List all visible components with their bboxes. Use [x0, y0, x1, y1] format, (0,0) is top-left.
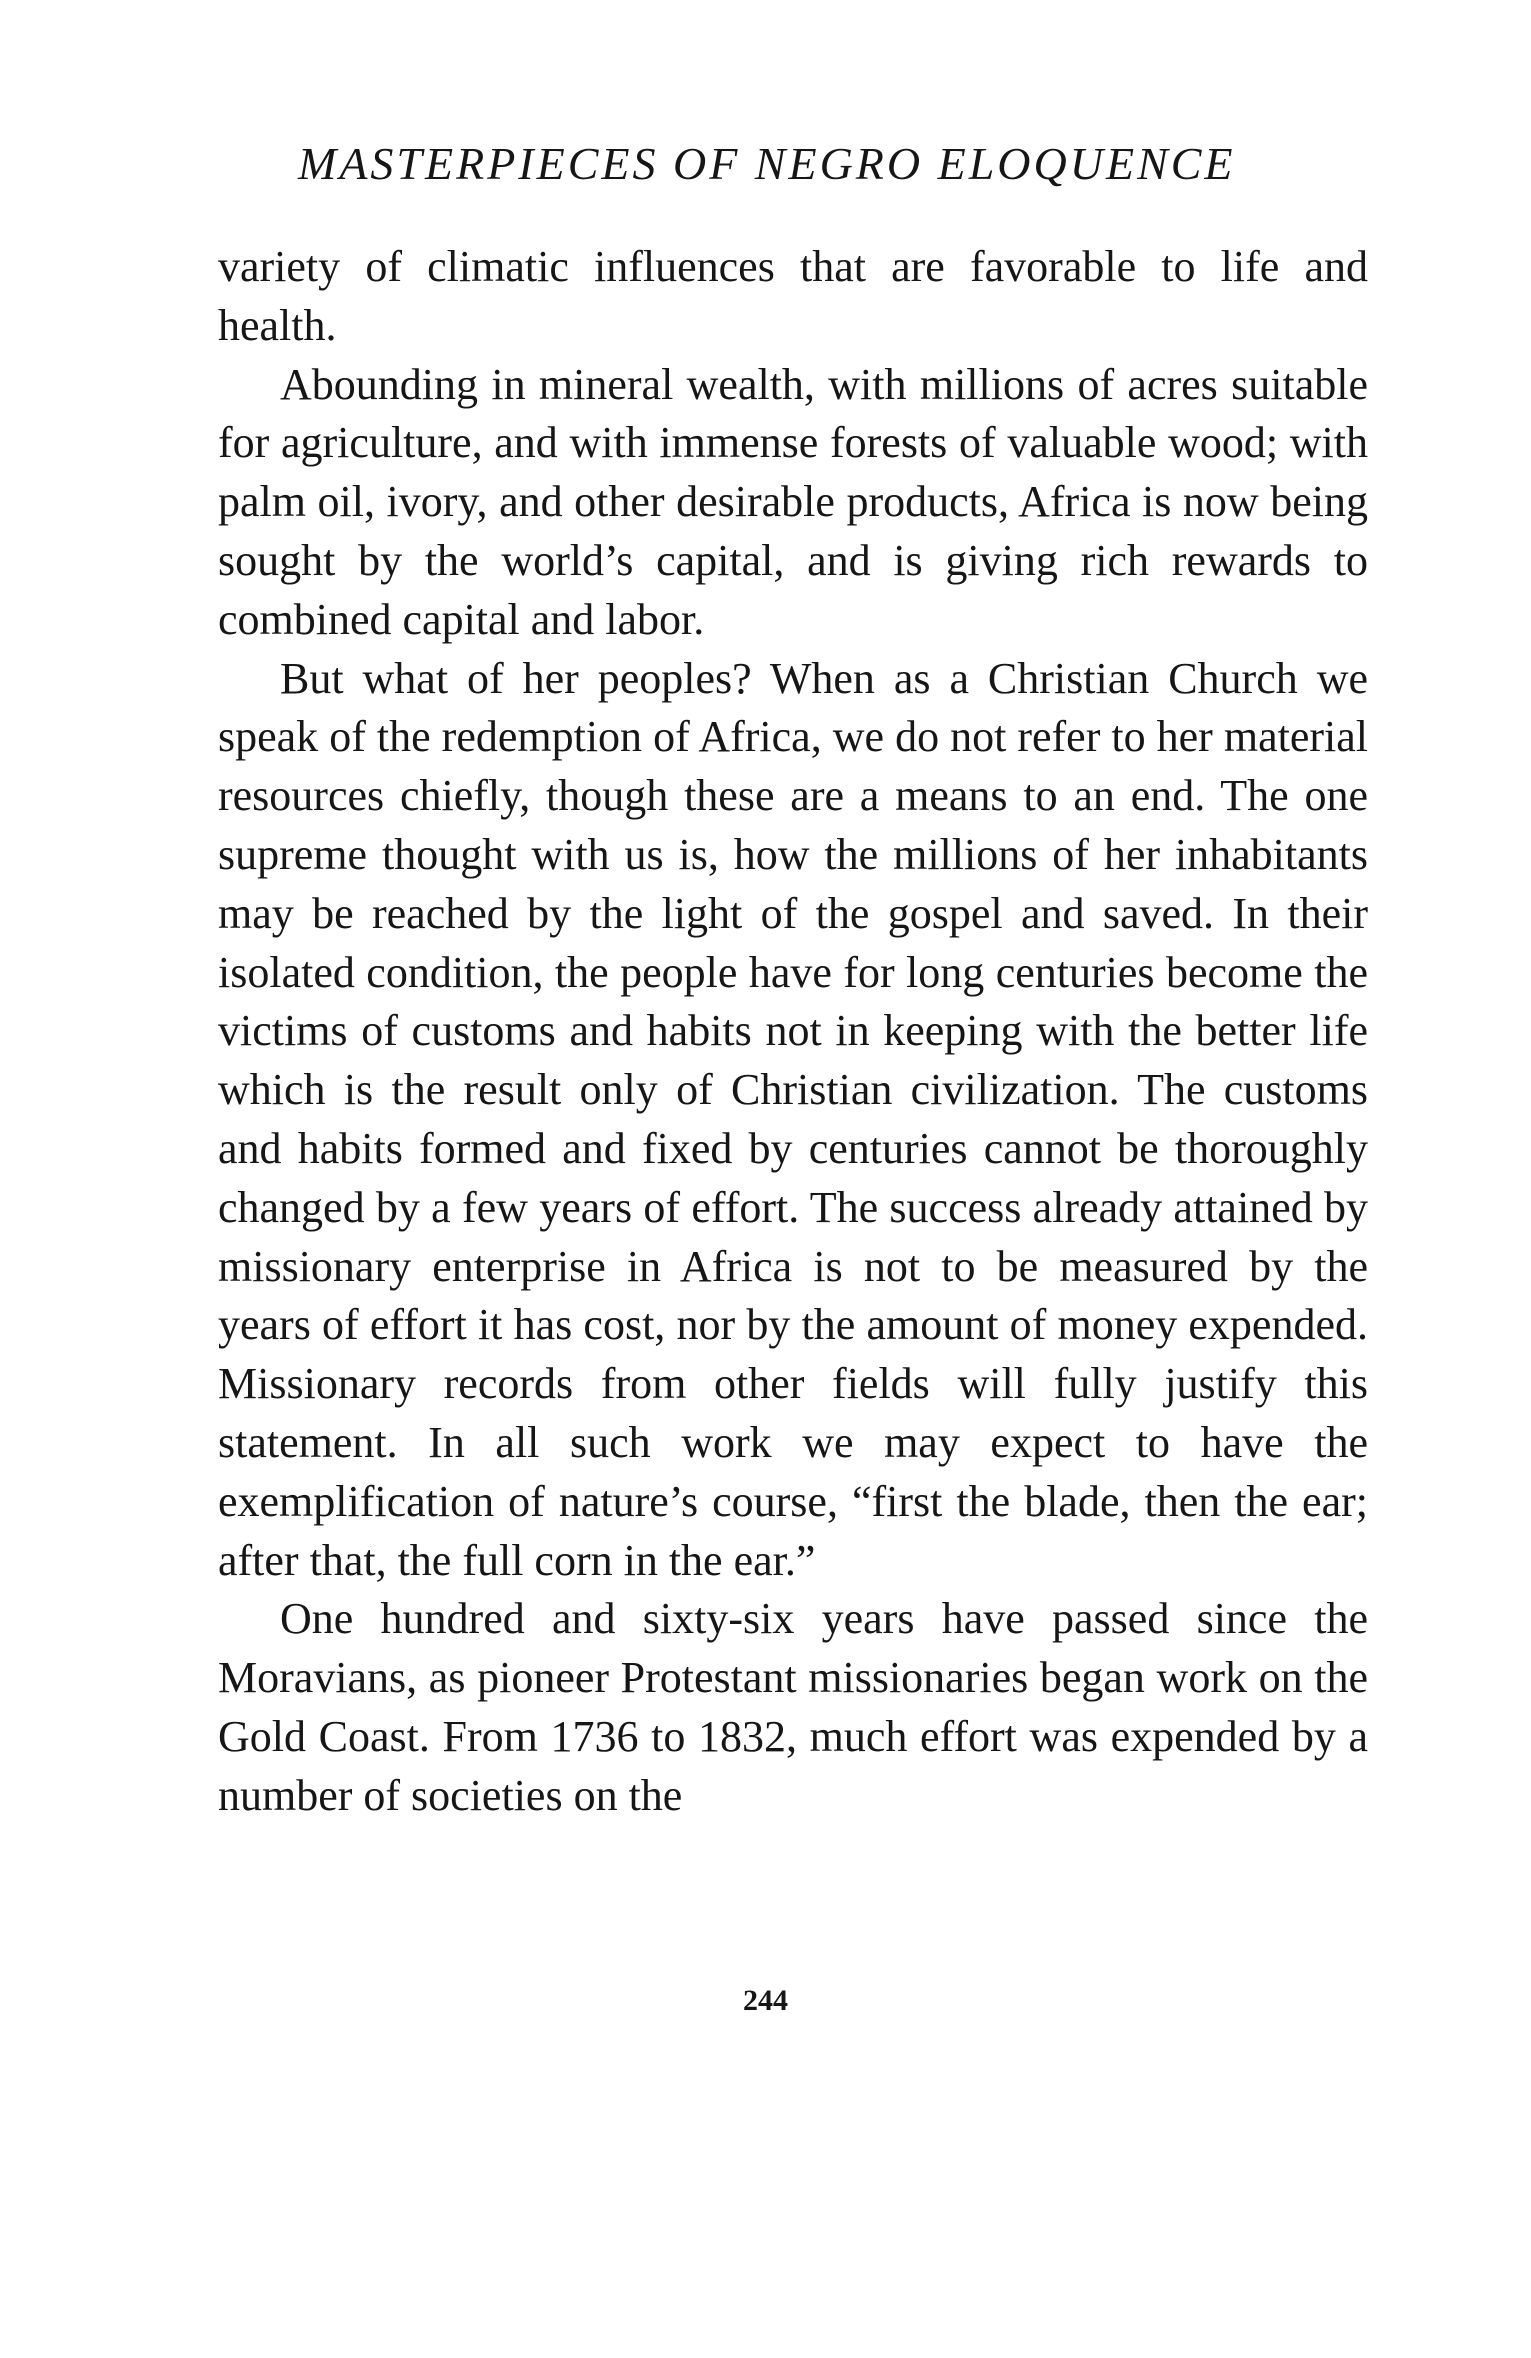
paragraph: But what of her peoples? When as a Christian Church we speak of the redemption of Africa, we do not refer to her material resources chiefly, though these are a means to an end. The one supreme thought with us is, how the millions of her inhabitants may be reached by the light of the gospel and saved. In their isolated condition, the people have for long centuries become the victims of customs and habits not in keeping with the better life which is the result only of Christian civilization. The customs and habits formed and fixed by centuries cannot be thoroughly changed by a few years of effort. The success already attained by missionary enterprise in Africa is not to be measured by the years of effort it has cost, nor by the amount of money expended. Missionary records from other fields will fully justify this statement. In all such work we may expect to have the exemplification of nature’s course, “first the blade, then the ear; after that, the full corn in the ear.”	[218, 653, 1368, 1585]
running-head: MASTERPIECES OF NEGRO ELOQUENCE	[298, 138, 1236, 189]
body-text	[218, 238, 1368, 1826]
page-number: 244	[743, 1984, 788, 2017]
paragraph: One hundred and sixty-six years have passed since the Moravians, as pioneer Protestant missionaries began work on the Gold Coast. From 1736 to 1832, much effort was expended by a number of societies on the	[218, 1594, 1368, 1820]
paragraph: Abounding in mineral wealth, with millions of acres suitable for agriculture, and with immense forests of valuable wood; with palm oil, ivory, and other desirable products, Africa is now being sought by the world’s capital, and is giving rich rewards to combined capital and labor.	[218, 359, 1368, 644]
paragraph-continued: variety of climatic influences that are favorable to life and health.	[218, 242, 1368, 350]
